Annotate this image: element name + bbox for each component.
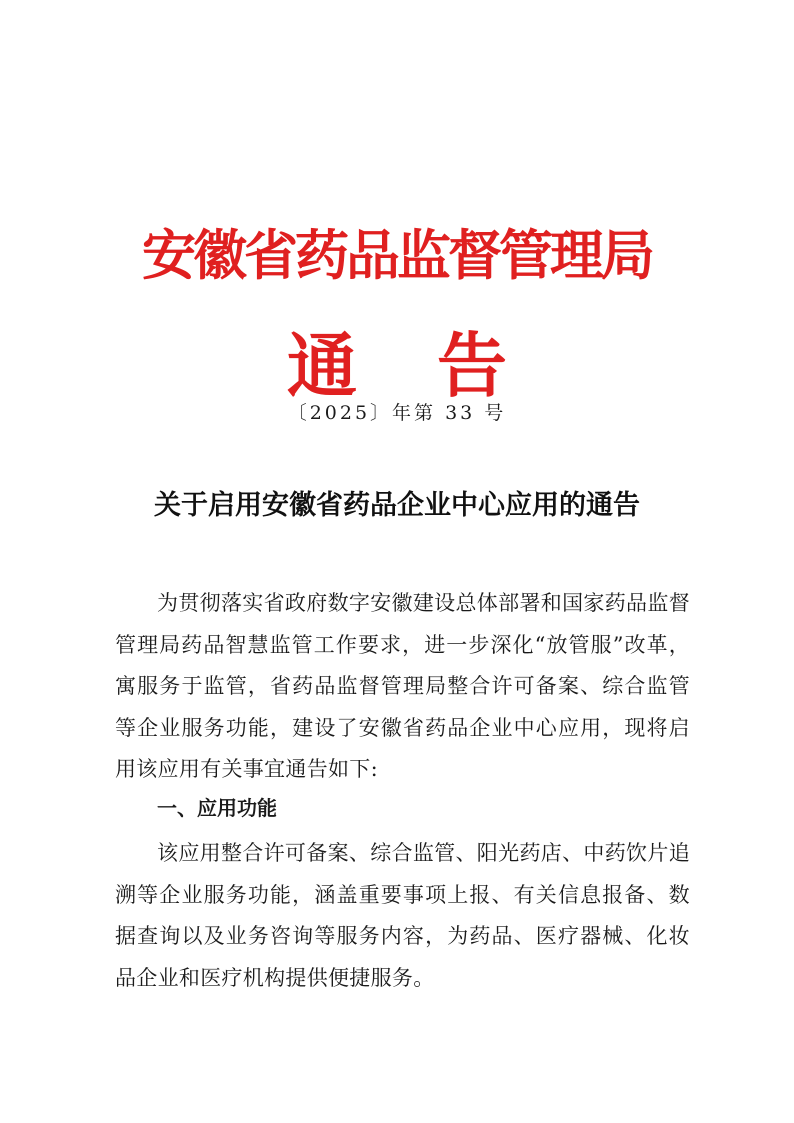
document-number: 〔2025〕年第 33 号 [287, 402, 507, 424]
document-type-char-1: 通 [287, 324, 357, 407]
section-1-paragraph: 该应用整合许可备案、综合监管、阳光药店、中药饮片追溯等企业服务功能，涵盖重要事项上报、有关信息报备、数据查询以及业务咨询等服务内容，为药品、医疗器械、化妆品企业和医疗机构提供便捷服务。 [115, 841, 690, 990]
document-type-char-2: 告 [437, 324, 507, 407]
document-type [0, 324, 794, 407]
section-1-heading: 一、应用功能 [157, 796, 277, 820]
intro-paragraph: 为贯彻落实省政府数字安徽建设总体部署和国家药品监督管理局药品智慧监管工作要求，进一步深化“放管服”改革，寓服务于监管，省药品监督管理局整合许可备案、综合监管等企业服务功能，建设了安徽省药品企业中心应用，现将启用该应用有关事宜通告如下: [115, 591, 690, 782]
notice-title: 关于启用安徽省药品企业中心应用的通告 [154, 490, 640, 521]
agency-name: 安徽省药品监督管理局 [142, 223, 652, 287]
